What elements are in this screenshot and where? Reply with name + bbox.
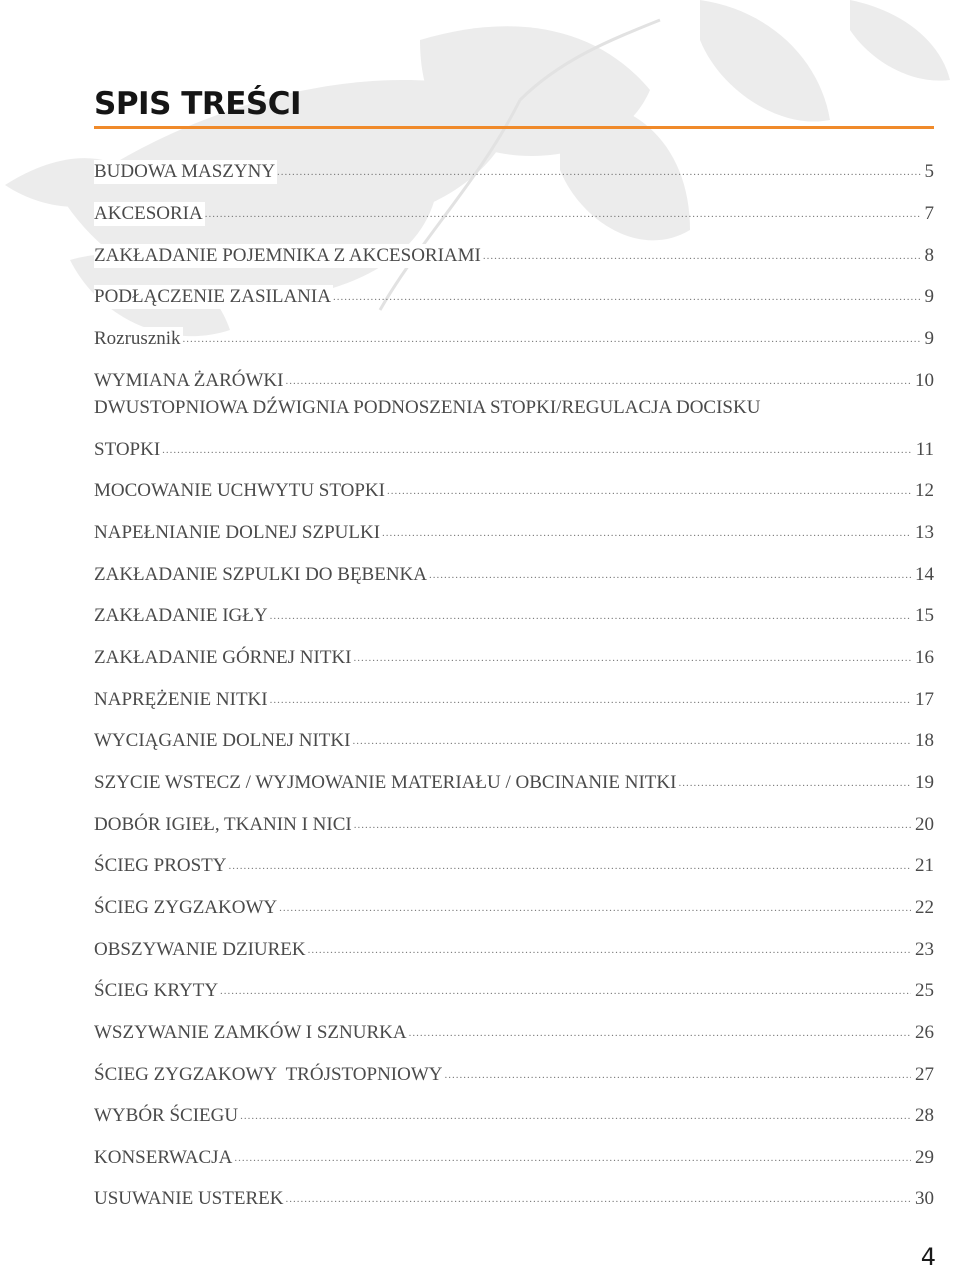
toc-entry-label: ŚCIEG PROSTY [94, 855, 227, 876]
toc-entry-label: ŚCIEG ZYGZAKOWY [94, 897, 278, 918]
toc-entry-page: 30 [915, 1188, 934, 1209]
toc-entry[interactable] [94, 563, 934, 587]
dot-leader [445, 1063, 911, 1087]
toc-entry-page: 10 [915, 370, 934, 391]
toc-entry-label: ZAKŁADANIE SZPULKI DO BĘBENKA [94, 564, 428, 585]
dot-leader [205, 202, 921, 226]
toc-entry-label: NAPRĘŻENIE NITKI [94, 689, 268, 710]
toc-entry-page: 11 [915, 439, 934, 460]
toc-entry-page: 18 [915, 730, 934, 751]
toc-entry-multiline[interactable] [94, 397, 934, 462]
toc-entry-label: ZAKŁADANIE IGŁY [94, 605, 268, 626]
toc-entry[interactable] [94, 688, 934, 712]
toc-entry-page: 5 [924, 161, 934, 182]
toc-entry[interactable] [94, 938, 934, 962]
page-title: SPIS TREŚCI [94, 86, 302, 122]
dot-leader [162, 438, 912, 462]
toc-entry[interactable] [94, 646, 934, 670]
toc-entry-label: Rozrusznik [94, 328, 181, 349]
toc-entry-label: ŚCIEG ZYGZAKOWY TRÓJSTOPNIOWY [94, 1064, 443, 1085]
dot-leader [354, 646, 911, 670]
dot-leader [409, 1021, 911, 1045]
dot-leader [229, 854, 912, 878]
toc-entry[interactable] [94, 1146, 934, 1170]
toc-entry-page: 14 [915, 564, 934, 585]
toc-entry-page: 9 [924, 286, 934, 307]
toc-entry-label-line1: DWUSTOPNIOWA DŹWIGNIA PODNOSZENIA STOPKI/REGULACJA DOCISKU [94, 397, 761, 418]
toc-entry[interactable] [94, 1063, 934, 1087]
toc-entry-label: MOCOWANIE UCHWYTU STOPKI [94, 480, 385, 501]
toc-entry-page: 15 [915, 605, 934, 626]
dot-leader [220, 979, 911, 1003]
dot-leader [234, 1146, 911, 1170]
toc-entry-label: OBSZYWANIE DZIUREK [94, 939, 306, 960]
toc-entry-page: 13 [915, 522, 934, 543]
dot-leader [333, 285, 921, 309]
title-underline [94, 126, 934, 129]
toc-entry-page: 23 [915, 939, 934, 960]
toc-entry-label: STOPKI [94, 439, 161, 460]
page-number: 4 [920, 1243, 936, 1271]
toc-entry-page: 19 [915, 772, 934, 793]
toc-entry[interactable] [94, 979, 934, 1003]
toc-entry-label: AKCESORIA [94, 203, 203, 224]
toc-entry-label: PODŁĄCZENIE ZASILANIA [94, 286, 331, 307]
toc-entry-page: 26 [915, 1022, 934, 1043]
toc-entry[interactable] [94, 1021, 934, 1045]
dot-leader [429, 563, 911, 587]
dot-leader [183, 327, 921, 351]
toc-entry-page: 27 [915, 1064, 934, 1085]
toc-entry[interactable] [94, 729, 934, 753]
dot-leader [279, 896, 911, 920]
dot-leader [240, 1104, 911, 1128]
toc-entry-page: 12 [915, 480, 934, 501]
toc-entry-label: SZYCIE WSTECZ / WYJMOWANIE MATERIAŁU / OBCINANIE NITKI [94, 772, 677, 793]
toc-entry-page: 16 [915, 647, 934, 668]
toc-entry[interactable] [94, 604, 934, 628]
toc-entry-page: 7 [924, 203, 934, 224]
toc-entry-page: 20 [915, 814, 934, 835]
toc-entry-label: WYMIANA ŻARÓWKI [94, 370, 284, 391]
dot-leader [354, 813, 911, 837]
toc-entry[interactable] [94, 285, 934, 309]
toc-entry-label: ŚCIEG KRYTY [94, 980, 219, 1001]
toc-entry-label: USUWANIE USTEREK [94, 1188, 284, 1209]
dot-leader [270, 688, 911, 712]
toc-entry[interactable] [94, 369, 934, 393]
toc-entry-label: ZAKŁADANIE POJEMNIKA Z AKCESORIAMI [94, 245, 481, 266]
toc-entry[interactable] [94, 771, 934, 795]
toc-entry-label: NAPEŁNIANIE DOLNEJ SZPULKI [94, 522, 381, 543]
toc-entry-page: 22 [915, 897, 934, 918]
dot-leader [285, 1187, 911, 1211]
dot-leader [382, 521, 911, 545]
toc-entry[interactable] [94, 479, 934, 503]
toc-entry-label: KONSERWACJA [94, 1147, 233, 1168]
toc-entry-page: 29 [915, 1147, 934, 1168]
toc-entry-page: 9 [924, 328, 934, 349]
toc-entry-page: 21 [915, 855, 934, 876]
toc-entry-page: 17 [915, 689, 934, 710]
toc-entry[interactable] [94, 854, 934, 878]
toc-entry-label: ZAKŁADANIE GÓRNEJ NITKI [94, 647, 352, 668]
toc-entry[interactable] [94, 244, 934, 268]
toc-entry[interactable] [94, 202, 934, 226]
toc-entry[interactable] [94, 896, 934, 920]
toc-entry[interactable] [94, 327, 934, 351]
toc-entry-label: WYBÓR ŚCIEGU [94, 1105, 239, 1126]
dot-leader [270, 604, 911, 628]
dot-leader [277, 160, 920, 184]
toc-entry[interactable] [94, 1104, 934, 1128]
dot-leader [285, 369, 911, 393]
toc-entry[interactable] [94, 160, 934, 184]
toc-entry-page: 25 [915, 980, 934, 1001]
dot-leader [308, 938, 911, 962]
toc-entry-page: 8 [924, 245, 934, 266]
toc-entry-page: 28 [915, 1105, 934, 1126]
toc-entry-label: DOBÓR IGIEŁ, TKANIN I NICI [94, 814, 352, 835]
dot-leader [387, 479, 911, 503]
toc-entry[interactable] [94, 1187, 934, 1211]
toc-entry-label: WSZYWANIE ZAMKÓW I SZNURKA [94, 1022, 407, 1043]
dot-leader [352, 729, 911, 753]
dot-leader [483, 244, 921, 268]
toc-entry-label: WYCIĄGANIE DOLNEJ NITKI [94, 730, 351, 751]
toc-entry-label: BUDOWA MASZYNY [94, 161, 276, 182]
toc-entry[interactable] [94, 521, 934, 545]
toc-entry[interactable] [94, 813, 934, 837]
dot-leader [678, 771, 911, 795]
